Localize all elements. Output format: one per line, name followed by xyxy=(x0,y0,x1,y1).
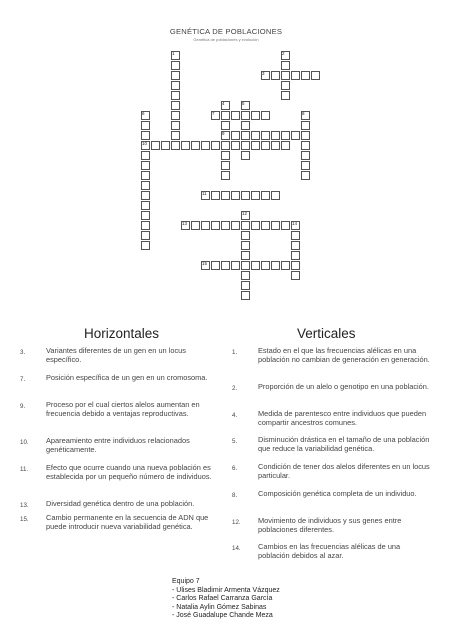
crossword-cell[interactable] xyxy=(191,141,200,150)
crossword-clue-number: 12 xyxy=(242,210,248,216)
crossword-clue-number: 5 xyxy=(242,100,245,106)
crossword-cell[interactable] xyxy=(261,191,270,200)
clue-number: 5. xyxy=(232,438,238,445)
clue-item xyxy=(232,516,432,542)
crossword-cell[interactable] xyxy=(241,261,250,270)
crossword-cell[interactable] xyxy=(301,121,310,130)
crossword-cell[interactable] xyxy=(141,221,150,230)
clue-number: 9. xyxy=(20,403,26,410)
crossword-clue-number: 4 xyxy=(222,100,225,106)
crossword-cell[interactable] xyxy=(281,141,290,150)
crossword-clue-number: 7 xyxy=(212,110,215,116)
clue-text: Diversidad genética dentro de una población. xyxy=(46,499,195,508)
crossword-clue-number: 8 xyxy=(302,110,305,116)
clue-number: 11. xyxy=(20,466,29,473)
crossword-cell[interactable] xyxy=(141,241,150,250)
crossword-cell[interactable] xyxy=(221,151,230,160)
crossword-cell[interactable] xyxy=(141,231,150,240)
clue-number: 15. xyxy=(20,516,29,523)
clue-number: 4. xyxy=(232,412,238,419)
crossword-cell[interactable] xyxy=(211,141,220,150)
crossword-cell[interactable] xyxy=(301,171,310,180)
clue-text: Cambios en las frecuencias alélicas de una población debidos al azar. xyxy=(258,542,401,561)
clue-item xyxy=(20,513,220,543)
crossword-cell[interactable] xyxy=(151,141,160,150)
clue-text: Composición genética completa de un individuo. xyxy=(258,489,417,498)
clue-item xyxy=(20,400,220,436)
crossword-cell[interactable] xyxy=(141,161,150,170)
crossword-cell[interactable] xyxy=(141,181,150,190)
crossword-cell[interactable] xyxy=(311,71,320,80)
crossword-cell[interactable] xyxy=(221,161,230,170)
clue-item xyxy=(232,346,432,382)
crossword-clue-number: 1 xyxy=(172,50,175,56)
clue-item xyxy=(232,462,432,489)
crossword-cell[interactable] xyxy=(251,221,260,230)
crossword-cell[interactable] xyxy=(251,111,260,120)
crossword-cell[interactable] xyxy=(281,61,290,70)
crossword-cell[interactable] xyxy=(241,151,250,160)
crossword-cell[interactable] xyxy=(141,171,150,180)
horizontales-heading: Horizontales xyxy=(84,326,160,341)
clue-text: Condición de tener dos alelos diferentes en un locus particular. xyxy=(258,462,430,481)
verticales-heading: Verticales xyxy=(297,326,356,341)
crossword-cell[interactable] xyxy=(211,221,220,230)
clue-number: 1. xyxy=(232,349,238,356)
crossword-cell[interactable] xyxy=(221,191,230,200)
crossword-cell[interactable] xyxy=(191,221,200,230)
crossword-cell[interactable] xyxy=(241,191,250,200)
crossword-cell[interactable] xyxy=(281,91,290,100)
crossword-cell[interactable] xyxy=(141,121,150,130)
clue-item xyxy=(20,436,220,463)
crossword-cell[interactable] xyxy=(221,121,230,130)
crossword-cell[interactable] xyxy=(281,131,290,140)
crossword-cell[interactable] xyxy=(281,261,290,270)
crossword-cell[interactable] xyxy=(141,211,150,220)
crossword-cell[interactable] xyxy=(251,141,260,150)
clue-text: Cambio permanente en la secuencia de ADN que puede introducir nueva variabilidad genética. xyxy=(46,513,209,532)
crossword-cell[interactable] xyxy=(211,191,220,200)
clue-item xyxy=(20,346,220,373)
crossword-cell[interactable] xyxy=(281,81,290,90)
crossword-cell[interactable] xyxy=(201,221,210,230)
crossword-cell[interactable] xyxy=(221,221,230,230)
crossword-cell[interactable] xyxy=(171,91,180,100)
crossword-cell[interactable] xyxy=(281,221,290,230)
team-credits xyxy=(172,578,280,621)
clue-text: Proceso por el cual ciertos alelos aumentan en frecuencia debido a ventajas reproductivas. xyxy=(46,400,200,419)
crossword-cell[interactable] xyxy=(241,141,250,150)
crossword-cell[interactable] xyxy=(291,251,300,260)
crossword-cell[interactable] xyxy=(171,111,180,120)
crossword-cell[interactable] xyxy=(221,171,230,180)
crossword-clue-number: 15 xyxy=(202,260,208,266)
crossword-cell[interactable] xyxy=(271,261,280,270)
crossword-cell[interactable] xyxy=(271,71,280,80)
clue-text: Medida de parentesco entre individuos que pueden compartir ancestros comunes. xyxy=(258,409,427,428)
clue-number: 2. xyxy=(232,385,238,392)
clue-text: Movimiento de individuos y sus genes entre poblaciones diferentes. xyxy=(258,516,402,535)
crossword-cell[interactable] xyxy=(241,121,250,130)
clue-number: 13. xyxy=(20,502,29,509)
crossword-cell[interactable] xyxy=(171,81,180,90)
crossword-cell[interactable] xyxy=(141,151,150,160)
crossword-title: GENÉTICA DE POBLACIONES xyxy=(169,27,283,36)
crossword-cell[interactable] xyxy=(241,221,250,230)
crossword-cell[interactable] xyxy=(261,261,270,270)
crossword-cell[interactable] xyxy=(171,141,180,150)
clue-item xyxy=(20,499,220,513)
crossword-cell[interactable] xyxy=(291,231,300,240)
crossword-cell[interactable] xyxy=(221,111,230,120)
crossword-cell[interactable] xyxy=(291,71,300,80)
crossword-cell[interactable] xyxy=(271,141,280,150)
clue-text: Variantes diferentes de un gen en un locus específico. xyxy=(46,346,186,365)
crossword-cell[interactable] xyxy=(241,241,250,250)
crossword-cell[interactable] xyxy=(241,111,250,120)
clue-text: Efecto que ocurre cuando una nueva población es establecida por un pequeño número de individuos. xyxy=(46,463,212,482)
crossword-cell[interactable] xyxy=(171,121,180,130)
crossword-cell[interactable] xyxy=(171,131,180,140)
verticales-clue-list xyxy=(232,346,432,568)
crossword-clue-number: 6 xyxy=(142,110,145,116)
clue-text: Posición específica de un gen en un cromosoma. xyxy=(46,373,208,382)
crossword-cell[interactable] xyxy=(231,141,240,150)
crossword-cell[interactable] xyxy=(231,191,240,200)
clue-item xyxy=(232,435,432,462)
crossword-cell[interactable] xyxy=(231,261,240,270)
clue-number: 8. xyxy=(232,492,238,499)
crossword-cell[interactable] xyxy=(241,231,250,240)
clue-text: Proporción de un alelo o genotipo en una población. xyxy=(258,382,429,391)
crossword-cell[interactable] xyxy=(141,131,150,140)
crossword-cell[interactable] xyxy=(271,221,280,230)
crossword-cell[interactable] xyxy=(251,191,260,200)
crossword-clue-number: 13 xyxy=(182,220,188,226)
crossword-cell[interactable] xyxy=(241,251,250,260)
clue-text: Estado en el que las frecuencias alélicas en una población no cambian de generación en generación. xyxy=(258,346,430,365)
crossword-cell[interactable] xyxy=(171,71,180,80)
crossword-cell[interactable] xyxy=(261,131,270,140)
clue-item xyxy=(20,463,220,499)
clue-number: 12. xyxy=(232,519,241,526)
crossword-cell[interactable] xyxy=(221,261,230,270)
crossword-cell[interactable] xyxy=(241,271,250,280)
crossword-cell[interactable] xyxy=(171,61,180,70)
crossword-clue-number: 14 xyxy=(292,220,298,226)
crossword-cell[interactable] xyxy=(241,281,250,290)
crossword-cell[interactable] xyxy=(301,131,310,140)
clue-item xyxy=(232,382,432,409)
crossword-clue-number: 9 xyxy=(222,130,225,136)
crossword-cell[interactable] xyxy=(301,161,310,170)
crossword-cell[interactable] xyxy=(211,261,220,270)
crossword-subtitle: Genética de poblaciones y evolución xyxy=(193,37,259,42)
crossword-cell[interactable] xyxy=(241,131,250,140)
clue-item xyxy=(232,409,432,435)
crossword-cell[interactable] xyxy=(261,141,270,150)
crossword-cell[interactable] xyxy=(141,191,150,200)
crossword-cell[interactable] xyxy=(271,191,280,200)
crossword-clue-number: 2 xyxy=(282,50,285,56)
crossword-cell[interactable] xyxy=(301,151,310,160)
clue-number: 6. xyxy=(232,465,238,472)
crossword-cell[interactable] xyxy=(241,291,250,300)
crossword-cell[interactable] xyxy=(221,141,230,150)
crossword-cell[interactable] xyxy=(291,261,300,270)
crossword-clue-number: 11 xyxy=(202,190,207,196)
clue-item xyxy=(20,373,220,400)
crossword-cell[interactable] xyxy=(231,131,240,140)
team-member: - Ulises Bladimir Armenta Vázquez xyxy=(172,586,280,594)
horizontales-clue-list xyxy=(20,346,220,543)
clue-number: 3. xyxy=(20,349,26,356)
clue-item xyxy=(232,542,432,568)
crossword-cell[interactable] xyxy=(251,261,260,270)
clue-number: 7. xyxy=(20,376,26,383)
crossword-cell[interactable] xyxy=(161,141,170,150)
clue-text: Disminución drástica en el tamaño de una población que reduce la variabilidad genética. xyxy=(258,435,430,454)
crossword-cell[interactable] xyxy=(261,221,270,230)
crossword-cell[interactable] xyxy=(231,111,240,120)
crossword-cell[interactable] xyxy=(291,241,300,250)
crossword-cell[interactable] xyxy=(261,111,270,120)
team-member: - Carlos Rafael Carranza García xyxy=(172,595,273,603)
team-heading: Equipo 7 xyxy=(172,578,200,585)
crossword-cell[interactable] xyxy=(281,71,290,80)
crossword-cell[interactable] xyxy=(271,131,280,140)
crossword-clue-number: 3 xyxy=(262,70,265,76)
crossword-cell[interactable] xyxy=(291,271,300,280)
team-member: - Natalia Aylin Gómez Sabinas xyxy=(172,603,267,611)
team-member: - José Guadalupe Chande Meza xyxy=(172,612,273,620)
crossword-cell[interactable] xyxy=(291,131,300,140)
crossword-clue-number: 10 xyxy=(142,140,148,146)
crossword-cell[interactable] xyxy=(171,101,180,110)
crossword-cell[interactable] xyxy=(141,201,150,210)
crossword-cell[interactable] xyxy=(231,221,240,230)
crossword-cell[interactable] xyxy=(201,141,210,150)
clue-item xyxy=(232,489,432,516)
crossword-cell[interactable] xyxy=(301,71,310,80)
clue-number: 14. xyxy=(232,545,241,552)
crossword-cell[interactable] xyxy=(251,131,260,140)
crossword-cell[interactable] xyxy=(301,141,310,150)
clue-number: 10. xyxy=(20,439,29,446)
clue-text: Apareamiento entre individuos relacionados genéticamente. xyxy=(46,436,190,455)
crossword-cell[interactable] xyxy=(181,141,190,150)
